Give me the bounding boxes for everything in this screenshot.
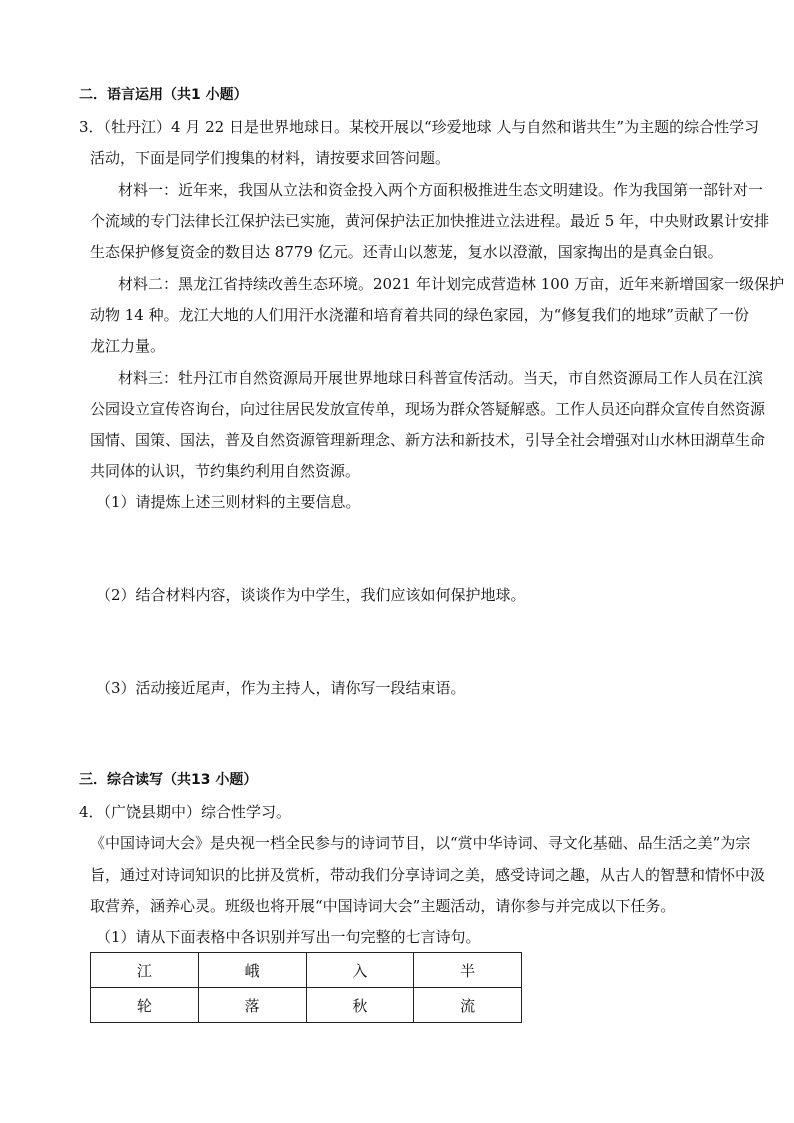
table-cell: 入 bbox=[306, 953, 414, 988]
question-4-intro-line: 《中国诗词大会》是央视一档全民参与的诗词节目，以“赏中华诗词、寻文化基础、品生活之美”为宗 bbox=[90, 834, 751, 852]
table-row bbox=[91, 953, 522, 988]
table-cell: 峨 bbox=[198, 953, 306, 988]
poem-character-table bbox=[90, 952, 522, 1023]
sub-question-3: （3）活动接近尾声，作为主持人，请你写一段结束语。 bbox=[96, 679, 466, 697]
sub-question-1: （1）请提炼上述三则材料的主要信息。 bbox=[96, 493, 361, 511]
question-4-intro-line: 旨，通过对诗词知识的比拼及赏析，带动我们分享诗词之美，感受诗词之趣，从古人的智慧和情怀中汲 bbox=[90, 866, 766, 884]
sub-question-2: （2）结合材料内容，谈谈作为中学生，我们应该如何保护地球。 bbox=[96, 586, 526, 604]
question-3-line-2: 活动，下面是同学们搜集的材料，请按要求回答问题。 bbox=[90, 149, 451, 167]
material-2-line: 龙江力量。 bbox=[90, 337, 166, 355]
table-row bbox=[91, 988, 522, 1023]
question-4-sub-1: （1）请从下面表格中各识别并写出一句完整的七言诗句。 bbox=[96, 928, 481, 946]
material-3-line: 公园设立宣传咨询台，向过往居民发放宣传单，现场为群众答疑解惑。工作人员还向群众宣传自然资源 bbox=[90, 400, 766, 418]
section-heading: 三．综合读写（共13 小题） bbox=[79, 772, 258, 788]
material-1-line: 个流域的专门法律长江保护法已实施，黄河保护法正加快推进立法进程。最近 5 年，中央财政累计安排 bbox=[90, 212, 770, 230]
material-1-line: 生态保护修复资金的数目达 8779 亿元。还青山以葱茏，复水以澄澈，国家掏出的是真金白银。 bbox=[90, 243, 723, 261]
material-3-line: 材料三：牡丹江市自然资源局开展世界地球日科普宣传活动。当天，市自然资源局工作人员在江滨 bbox=[118, 369, 764, 387]
section-heading: 二．语言运用（共1 小题） bbox=[79, 87, 248, 103]
table-cell: 流 bbox=[414, 988, 522, 1023]
question-4-title: 4．（广饶县期中）综合性学习。 bbox=[79, 803, 292, 821]
question-4-intro-line: 取营养，涵养心灵。班级也将开展“中国诗词大会”主题活动，请你参与并完成以下任务。 bbox=[90, 897, 676, 915]
material-2-line: 动物 14 种。龙江大地的人们用汗水浇灌和培育着共同的绿色家园，为“修复我们的地球”贡献了一份 bbox=[90, 306, 749, 324]
table-cell: 秋 bbox=[306, 988, 414, 1023]
material-3-line: 共同体的认识，节约集约利用自然资源。 bbox=[90, 462, 361, 480]
material-1-line: 材料一：近年来，我国从立法和资金投入两个方面积极推进生态文明建设。作为我国第一部针对一 bbox=[118, 181, 764, 199]
table-cell: 江 bbox=[91, 953, 199, 988]
question-3-line-1: 3．（牡丹江）4 月 22 日是世界地球日。某校开展以“珍爱地球 人与自然和谐共生”为主题的综合性学习 bbox=[79, 118, 760, 136]
table-cell: 半 bbox=[414, 953, 522, 988]
material-2-line: 材料二：黑龙江省持续改善生态环境。2021 年计划完成营造林 100 万亩，近年来新增国家一级保护 bbox=[118, 275, 785, 293]
table-cell: 落 bbox=[198, 988, 306, 1023]
table-cell: 轮 bbox=[91, 988, 199, 1023]
material-3-line: 国情、国策、国法，普及自然资源管理新理念、新方法和新技术，引导全社会增强对山水林田湖草生命 bbox=[90, 431, 766, 449]
